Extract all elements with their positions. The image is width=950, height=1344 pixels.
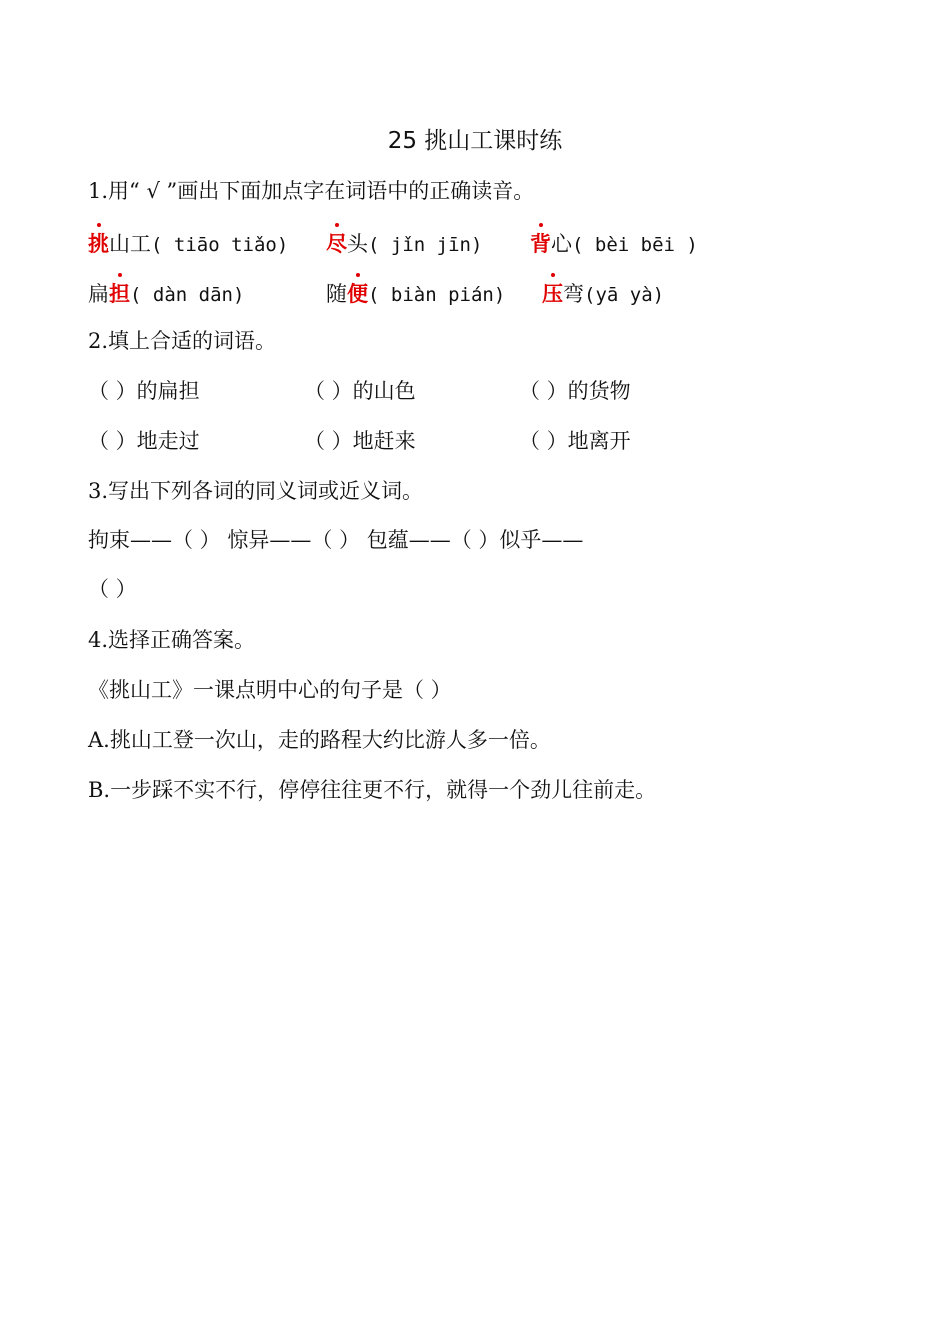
pinyin-options: ( jǐn jīn) xyxy=(368,234,483,256)
dotted-char: 背 xyxy=(530,228,551,260)
q1-item-5 xyxy=(326,278,505,311)
page-title: 25 挑山工课时练 xyxy=(387,128,563,154)
q3-synonym-row: 拘束——（ ） 惊异——（ ） 包蕴——（ ）似乎—— xyxy=(88,528,584,552)
word-rest: 头 xyxy=(347,232,368,256)
q1-item-1 xyxy=(88,228,288,261)
dotted-char: 压 xyxy=(542,278,563,310)
q3-synonym-row-2: （ ） xyxy=(88,577,137,601)
word-rest: 弯 xyxy=(563,282,584,306)
q4-option-a: A.挑山工登一次山，走的路程大约比游人多一倍。 xyxy=(88,728,551,752)
q4-option-b: B.一步踩不实不行，停停往往更不行，就得一个劲儿往前走。 xyxy=(88,778,657,802)
pinyin-options: ( biàn pián) xyxy=(368,284,506,306)
q1-item-3 xyxy=(530,228,698,261)
q1-item-4 xyxy=(88,278,244,311)
q4-heading: 4.选择正确答案。 xyxy=(88,628,256,652)
word-pre: 随 xyxy=(326,282,347,306)
q2-blank-6: （ ）地离开 xyxy=(519,429,631,453)
q2-blank-5: （ ）地赶来 xyxy=(304,429,416,453)
q2-heading: 2.填上合适的词语。 xyxy=(88,329,277,353)
word-rest: 心 xyxy=(551,232,572,256)
q2-blank-1: （ ）的扁担 xyxy=(88,379,200,403)
dotted-char: 便 xyxy=(347,278,368,310)
dotted-char: 尽 xyxy=(326,228,347,260)
q3-heading: 3.写出下列各词的同义词或近义词。 xyxy=(88,479,424,503)
pinyin-options: ( dàn dān) xyxy=(130,284,245,306)
word-pre: 扁 xyxy=(88,282,109,306)
dotted-char: 挑 xyxy=(88,228,109,260)
q2-blank-3: （ ）的货物 xyxy=(519,379,631,403)
q1-heading: 1.用“ √ ”画出下面加点字在词语中的正确读音。 xyxy=(88,179,535,203)
pinyin-options: (yā yà) xyxy=(584,284,665,306)
word-rest: 山工 xyxy=(109,232,151,256)
q4-question: 《挑山工》一课点明中心的句子是（ ） xyxy=(88,678,452,702)
q2-blank-4: （ ）地走过 xyxy=(88,429,200,453)
pinyin-options: ( tiāo tiǎo) xyxy=(151,234,289,256)
dotted-char: 担 xyxy=(109,278,130,310)
q1-item-6 xyxy=(542,278,664,311)
q2-blank-2: （ ）的山色 xyxy=(304,379,416,403)
pinyin-options: ( bèi bēi ) xyxy=(572,234,698,256)
q1-item-2 xyxy=(326,228,482,261)
